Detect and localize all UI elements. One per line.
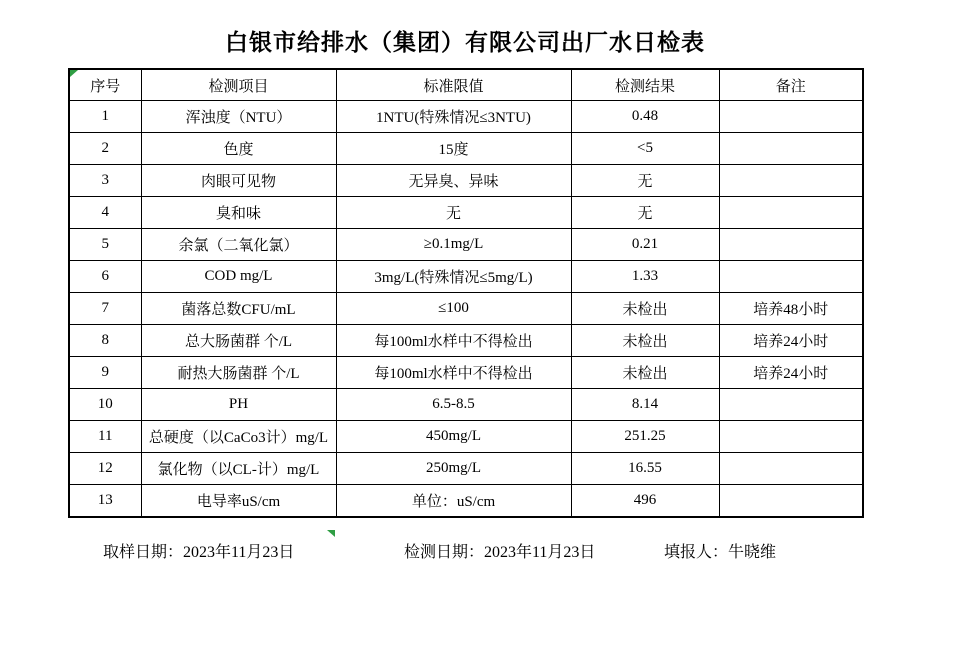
cell-no: 5 [69,229,141,261]
table-row [69,165,863,197]
cell-no: 11 [69,421,141,453]
sampling-date-label: 取样日期：2023年11月23日 [103,544,295,561]
cell-standard: 单位：uS/cm [336,485,571,518]
cell-result: 496 [571,485,719,518]
cell-item: 耐热大肠菌群 个/L [141,357,336,389]
table-row [69,485,863,518]
cell-item: 色度 [141,133,336,165]
cell-standard: ≤100 [336,293,571,325]
table-row [69,453,863,485]
cell-result: 1.33 [571,261,719,293]
cell-item: 总硬度（以CaCo3计）mg/L [141,421,336,453]
cell-remark: 培养48小时 [719,293,863,325]
header-item: 检测项目 [141,69,336,101]
cell-no: 1 [69,101,141,133]
table-row [69,133,863,165]
cell-standard: 1NTU(特殊情况≤3NTU) [336,101,571,133]
cell-standard: 3mg/L(特殊情况≤5mg/L) [336,261,571,293]
cell-standard: ≥0.1mg/L [336,229,571,261]
cell-standard: 250mg/L [336,453,571,485]
reporter-label: 填报人：牛晓维 [664,544,777,561]
cell-result: 251.25 [571,421,719,453]
cell-no: 13 [69,485,141,518]
table-row [69,197,863,229]
cell-item: 菌落总数CFU/mL [141,293,336,325]
cell-remark: 培养24小时 [719,357,863,389]
cell-result: 8.14 [571,389,719,421]
table-row [69,357,863,389]
cell-no: 12 [69,453,141,485]
cell-item: PH [141,389,336,421]
cell-remark [719,453,863,485]
cell-item: 电导率uS/cm [141,485,336,518]
cell-result: 未检出 [571,325,719,357]
table-row [69,101,863,133]
cell-result: 无 [571,165,719,197]
cell-no: 7 [69,293,141,325]
header-no: 序号 [69,69,141,101]
cell-standard: 每100ml水样中不得检出 [336,325,571,357]
cell-remark [719,229,863,261]
table-header-row [69,69,863,101]
cell-result: 无 [571,197,719,229]
header-remark: 备注 [719,69,863,101]
cell-no: 10 [69,389,141,421]
cell-result: <5 [571,133,719,165]
cell-item: 氯化物（以CL-计）mg/L [141,453,336,485]
cell-no: 8 [69,325,141,357]
table-row [69,325,863,357]
cell-no: 4 [69,197,141,229]
cell-no: 9 [69,357,141,389]
cell-remark [719,389,863,421]
cell-item: 臭和味 [141,197,336,229]
inspection-table [68,68,864,518]
test-date-label: 检测日期：2023年11月23日 [404,544,596,561]
cell-item: 余氯（二氧化氯） [141,229,336,261]
cell-remark: 培养24小时 [719,325,863,357]
cell-standard: 每100ml水样中不得检出 [336,357,571,389]
cell-item: 浑浊度（NTU） [141,101,336,133]
cell-remark [719,197,863,229]
cell-standard: 15度 [336,133,571,165]
table-row [69,389,863,421]
table-row [69,421,863,453]
cell-item: 总大肠菌群 个/L [141,325,336,357]
cell-standard: 无 [336,197,571,229]
cell-standard: 无异臭、异味 [336,165,571,197]
cell-remark [719,133,863,165]
footer [0,539,957,561]
table-row [69,229,863,261]
cell-result: 0.21 [571,229,719,261]
cell-standard: 450mg/L [336,421,571,453]
header-standard: 标准限值 [336,69,571,101]
cell-result: 未检出 [571,357,719,389]
cell-remark [719,261,863,293]
cell-remark [719,421,863,453]
cell-remark [719,101,863,133]
cell-remark [719,485,863,518]
cell-result: 未检出 [571,293,719,325]
header-result: 检测结果 [571,69,719,101]
cell-standard: 6.5-8.5 [336,389,571,421]
table-row [69,293,863,325]
green-flag-icon [327,530,335,537]
cell-item: 肉眼可见物 [141,165,336,197]
cell-result: 0.48 [571,101,719,133]
cell-result: 16.55 [571,453,719,485]
cell-item: COD mg/L [141,261,336,293]
page-title: 白银市给排水（集团）有限公司出厂水日检表 [225,30,705,55]
cell-no: 3 [69,165,141,197]
cell-no: 2 [69,133,141,165]
cell-remark [719,165,863,197]
table-row [69,261,863,293]
cell-no: 6 [69,261,141,293]
